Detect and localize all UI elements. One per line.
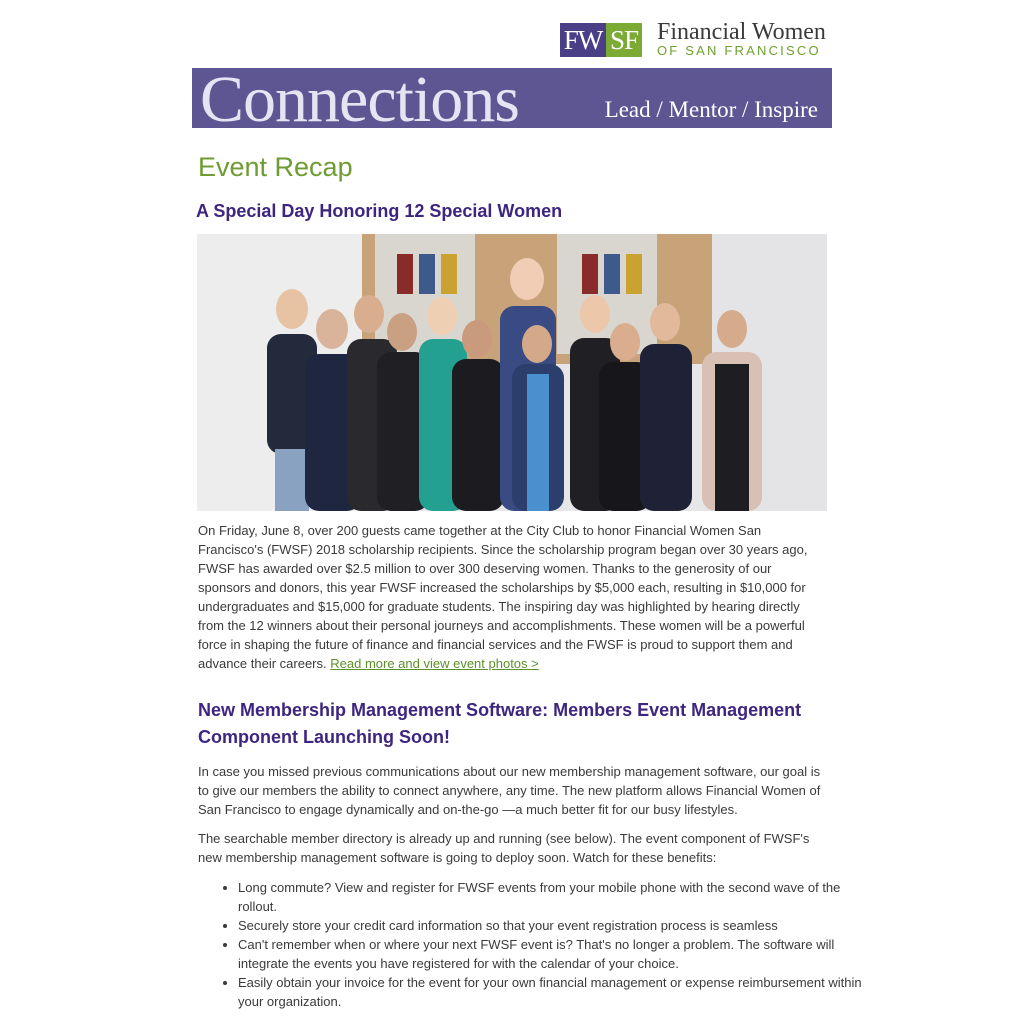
benefit-item: • Long commute? View and register for FWSF events from your mobile phone with the second wave of the rollout. <box>238 878 866 916</box>
benefit-item: • Securely store your credit card information so that your event registration process is seamless <box>238 916 866 935</box>
connections-banner <box>192 68 832 128</box>
group-photo <box>197 234 827 511</box>
section-title-event-recap: Event Recap <box>198 152 353 182</box>
logo-fw: FW <box>560 23 606 57</box>
benefits-list <box>198 878 866 1011</box>
group-photo-image <box>197 234 827 511</box>
software-para-2: The searchable member directory is already up and running (see below). The event component of FWSF's new membership management software is going to deploy soon. Watch for these benefits: <box>198 831 810 865</box>
fwsf-logo[interactable] <box>560 21 825 59</box>
org-name: Financial Women <box>657 19 826 45</box>
org-subtitle: OF SAN FRANCISCO <box>657 43 821 58</box>
logo-mark <box>560 23 642 57</box>
banner-tagline: Lead / Mentor / Inspire <box>604 97 818 122</box>
recap-article-title: A Special Day Honoring 12 Special Women <box>196 201 563 221</box>
benefit-item: • Can't remember when or where your next FWSF event is? That's no longer a problem. The software will integrate the events you have registered for with the calendar of your choice. <box>238 935 866 973</box>
logo-sf: SF <box>606 23 642 57</box>
recap-body <box>198 521 826 673</box>
recap-body-text: On Friday, June 8, over 200 guests came together at the City Club to honor Financial Women San Francisco's (FWSF) 2018 scholarship recipients. Since the scholarship program began over 30 years ago, FWSF has awarded over $2.5 million to over 300 deserving women. Thanks to the generosity of our sponsors and donors, this year FWSF increased the scholarships by $5,000 each, resulting in $10,000 for undergraduates and $15,000 for graduate students. The inspiring day was highlighted by hearing directly from the 12 winners about their personal journeys and accomplishments. These women will be a powerful force in shaping the future of finance and financial services and the FWSF is proud to support them and advance their careers. <box>198 523 808 671</box>
benefit-item: • Easily obtain your invoice for the event for your own financial management or expense reimbursement within your organization. <box>238 973 866 1011</box>
banner-title: Connections <box>200 68 519 128</box>
read-more-link[interactable]: Read more and view event photos > <box>330 656 539 671</box>
software-article-title: New Membership Management Software: Members Event Management Component Launching Soon! <box>198 700 802 747</box>
software-para-1: In case you missed previous communications about our new membership management software, our goal is to give our members the ability to connect anywhere, any time. The new platform allows Financial Women of San Francisco to engage dynamically and on-the-go —a much better fit for our busy lifestyles. <box>198 764 821 817</box>
